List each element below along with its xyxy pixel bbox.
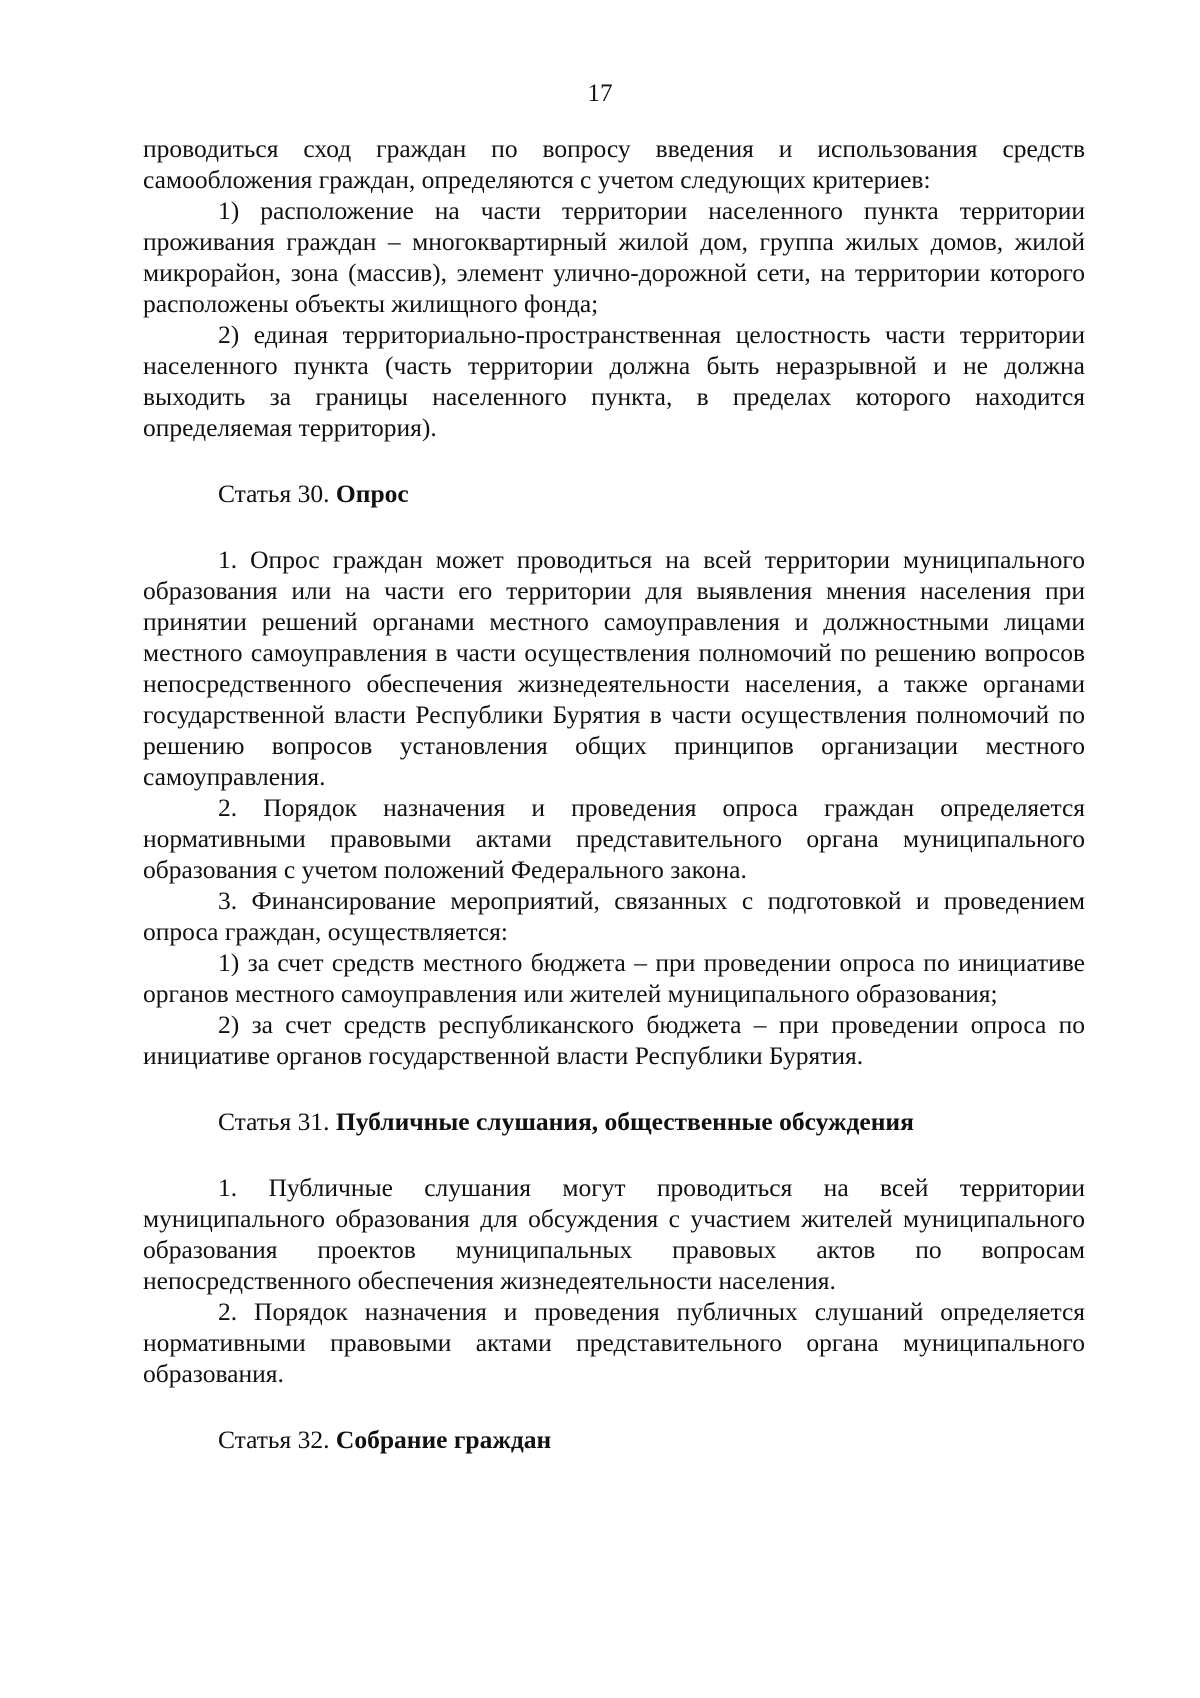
article-32-label: Статья 32. [218, 1425, 330, 1454]
article-30-heading [143, 478, 1085, 509]
article-30-paragraph-4: 1) за счет средств местного бюджета – при проведении опроса по инициативе органов местного самоуправления или жителей муниципального образования; [143, 948, 1085, 1008]
article-32-heading [143, 1424, 1085, 1455]
article-31-title: Публичные слушания, общественные обсуждения [335, 1107, 914, 1136]
document-body [143, 133, 1085, 1455]
article-30-label: Статья 30. [218, 479, 330, 508]
article-30-paragraph-1: 1. Опрос граждан может проводиться на всей территории муниципального образования или на части его территории для выявления мнения населения при принятии решений органами местного самоуправления и должностными лицами местного самоуправления в части осуществления полномочий по решению вопросов непосредственного обеспечения жизнедеятельности населения, а также органами государственной власти Республики Бурятия в части осуществления полномочий по решению вопросов установления общих принципов организации местного самоуправления. [143, 545, 1085, 791]
page-number: 17 [587, 80, 613, 107]
article-31-paragraph-1: 1. Публичные слушания могут проводиться на всей территории муниципального образования для обсуждения с участием жителей муниципального образования проектов муниципальных правовых актов по вопросам непосредственного обеспечения жизнедеятельности населения. [143, 1173, 1085, 1295]
article-32-title: Собрание граждан [335, 1425, 552, 1454]
intro-paragraph-3: 2) единая территориально-пространственная целостность части территории населенного пункта (часть территории должна быть неразрывной и не должна выходить за границы населенного пункта, в пределах которого находится определяемая территория). [143, 320, 1085, 442]
article-30-title: Опрос [335, 479, 409, 508]
intro-paragraph-2: 1) расположение на части территории населенного пункта территории проживания граждан – многоквартирный жилой дом, группа жилых домов, жилой микрорайон, зона (массив), элемент улично-дорожной сети, на территории которого расположены объекты жилищного фонда; [143, 196, 1085, 318]
article-30-paragraph-3: 3. Финансирование мероприятий, связанных с подготовкой и проведением опроса граждан, осуществляется: [143, 886, 1085, 946]
article-30-paragraph-5: 2) за счет средств республиканского бюджета – при проведении опроса по инициативе органов государственной власти Республики Бурятия. [143, 1010, 1085, 1070]
article-31-paragraph-2: 2. Порядок назначения и проведения публичных слушаний определяется нормативными правовыми актами представительного органа муниципального образования. [143, 1297, 1085, 1388]
article-31-label: Статья 31. [218, 1107, 330, 1136]
intro-paragraph-1: проводиться сход граждан по вопросу введения и использования средств самообложения граждан, определяются с учетом следующих критериев: [143, 134, 1085, 194]
article-31-heading [143, 1106, 1085, 1137]
article-30-paragraph-2: 2. Порядок назначения и проведения опроса граждан определяется нормативными правовыми актами представительного органа муниципального образования с учетом положений Федерального закона. [143, 793, 1085, 884]
